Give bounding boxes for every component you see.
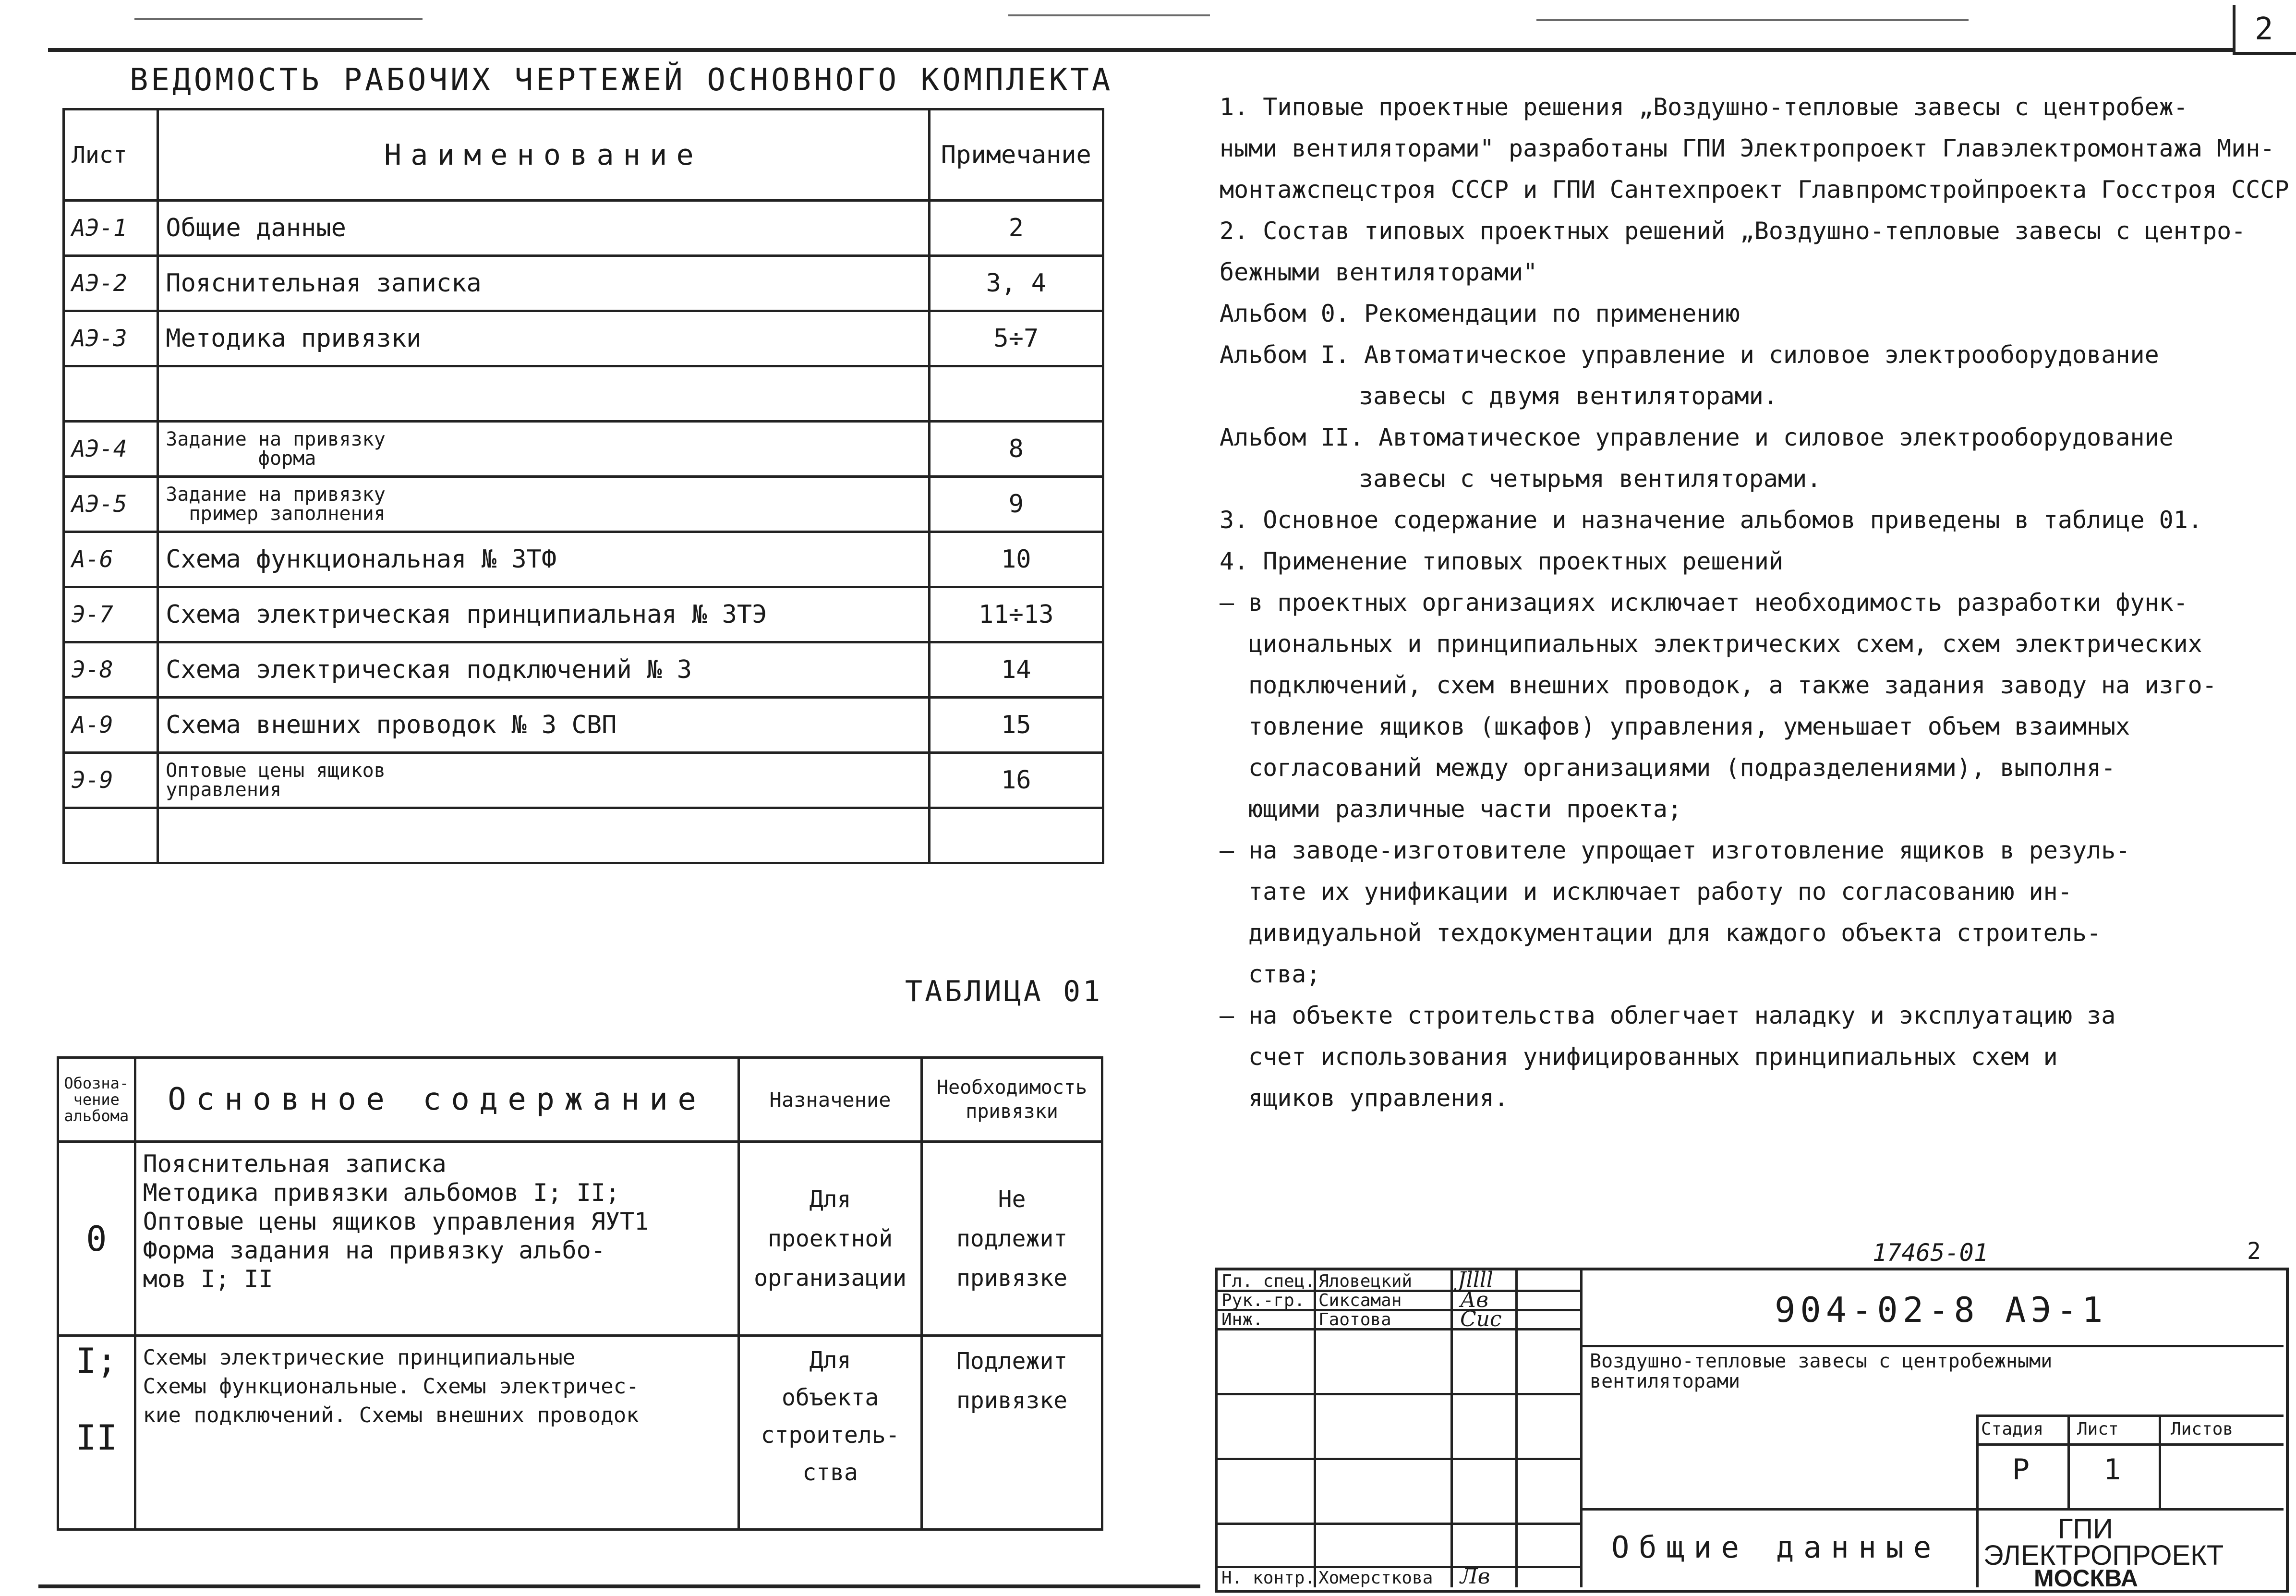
- row-note: 3, 4: [929, 256, 1103, 311]
- note-line: – на объекте строительства облегчает наладку и эксплуатацию за: [1220, 1002, 2116, 1029]
- table-header-row: [64, 109, 1103, 201]
- note-line: Альбом II. Автоматическое управление и силовое электрооборудование: [1220, 423, 2174, 451]
- table01-title: ТАБЛИЦА 01: [905, 975, 1103, 1008]
- person-name: Сиксаман: [1318, 1291, 1402, 1310]
- grid-line: [1218, 1393, 1583, 1395]
- org-city: МОСКВА: [2034, 1565, 2138, 1592]
- header-purpose: Назначение: [739, 1058, 922, 1142]
- sheet-number: 2: [2255, 12, 2273, 47]
- person-name: Яловецкий: [1318, 1271, 1413, 1291]
- table-row: [64, 753, 1103, 808]
- row-name: Общие данные: [158, 201, 929, 256]
- row-name: Оптовые цены ящиков управления: [158, 753, 929, 808]
- row-note: 11÷13: [929, 587, 1103, 642]
- note-line: монтажспецстроя СССР и ГПИ Сантехпроект Главпромстройпроекта Госстроя СССР: [1220, 176, 2289, 204]
- table-row: [64, 311, 1103, 366]
- grid-line: [2067, 1415, 2070, 1508]
- table-row: [64, 698, 1103, 753]
- row-note: 15: [929, 698, 1103, 753]
- sheet-label: Лист: [2077, 1419, 2119, 1439]
- person-name: Гаотова: [1318, 1310, 1391, 1330]
- note-line: 1. Типовые проектные решения „Воздушно-тепловые завесы с центробеж-: [1220, 93, 2188, 121]
- row-name: Схема функциональная № 3ТФ: [158, 532, 929, 587]
- albums-table: [57, 1056, 1103, 1531]
- row-binding: Не подлежит привязке: [922, 1142, 1102, 1336]
- sheets-label: Листов: [2171, 1419, 2234, 1439]
- note-line: ющими различные части проекта;: [1248, 795, 1682, 823]
- grid-line: [1218, 1523, 1583, 1525]
- note-line: Альбом I. Автоматическое управление и силовое электрооборудование: [1220, 341, 2159, 369]
- row-note: [929, 366, 1103, 422]
- scan-artifact: [134, 18, 423, 20]
- row-sheet: А-9: [64, 698, 158, 753]
- role-label: Н. контр.: [1221, 1568, 1316, 1588]
- grid-line: [1314, 1270, 1316, 1587]
- row-sheet: [64, 808, 158, 863]
- row-album: I; II: [58, 1336, 135, 1530]
- table-row: [58, 1142, 1102, 1336]
- table-row: [64, 366, 1103, 422]
- header-content: Основное содержание: [135, 1058, 739, 1142]
- row-name: Методика привязки: [158, 311, 929, 366]
- table-header-row: [58, 1058, 1102, 1142]
- note-line: тате их унификации и исключает работу по согласованию ин-: [1248, 878, 2072, 906]
- drawings-list-table: [62, 108, 1104, 864]
- project-title: Воздушно-тепловые завесы с центробежными вентиляторами: [1590, 1350, 2053, 1392]
- note-line: – на заводе-изготовителе упрощает изготовление ящиков в резуль-: [1220, 836, 2130, 864]
- row-note: 2: [929, 201, 1103, 256]
- row-sheet: А-6: [64, 532, 158, 587]
- list-title: ВЕДОМОСТЬ РАБОЧИХ ЧЕРТЕЖЕЙ ОСНОВНОГО КОМПЛЕКТА: [130, 62, 1113, 98]
- note-line: товление ящиков (шкафов) управления, уменьшает объем взаимных: [1248, 713, 2130, 740]
- row-binding: Подлежит привязке: [922, 1336, 1102, 1530]
- row-name: [158, 808, 929, 863]
- role-label: Рук.-гр.: [1221, 1291, 1305, 1310]
- row-sheet: Э-9: [64, 753, 158, 808]
- row-sheet: Э-8: [64, 642, 158, 698]
- row-note: 10: [929, 532, 1103, 587]
- note-line: Альбом 0. Рекомендации по применению: [1220, 300, 1740, 327]
- row-sheet: [64, 366, 158, 422]
- signature: Jllll: [1458, 1268, 1493, 1292]
- note-line: бежными вентиляторами": [1220, 258, 1538, 286]
- note-line: циональных и принципиальных электрических схем, схем электрических: [1248, 630, 2202, 658]
- note-line: завесы с двумя вентиляторами.: [1359, 382, 1778, 410]
- table-row: [64, 532, 1103, 587]
- table-row: [64, 808, 1103, 863]
- row-note: 16: [929, 753, 1103, 808]
- row-name: Пояснительная записка: [158, 256, 929, 311]
- corner-mark: 2: [2247, 1238, 2261, 1265]
- grid-line: [1580, 1270, 1583, 1587]
- signature: Ав: [1460, 1288, 1488, 1312]
- note-line: 2. Состав типовых проектных решений „Воздушно-тепловые завесы с центро-: [1220, 217, 2246, 245]
- table-row: [58, 1336, 1102, 1530]
- note-line: ными вентиляторами" разработаны ГПИ Электропроект Главэлектромонтажа Мин-: [1220, 134, 2275, 162]
- row-sheet: Э-7: [64, 587, 158, 642]
- header-album: Обозна- чение альбома: [58, 1058, 135, 1142]
- grid-line: [1450, 1270, 1453, 1587]
- grid-line: [1218, 1458, 1583, 1460]
- row-content: Пояснительная записка Методика привязки альбомов I; II; Оптовые цены ящиков управления ЯУТ1 Форма задания на привязку альбо- мов I; II: [135, 1142, 739, 1336]
- stage-value: Р: [2012, 1453, 2030, 1487]
- sheet-value: 1: [2103, 1453, 2121, 1487]
- grid-line: [2159, 1415, 2161, 1508]
- row-note: 5÷7: [929, 311, 1103, 366]
- note-line: 3. Основное содержание и назначение альбомов приведены в таблице 01.: [1220, 506, 2202, 534]
- grid-line: [1583, 1508, 2284, 1511]
- row-note: 8: [929, 422, 1103, 477]
- header-sheet: Лист: [64, 109, 158, 201]
- role-label: Гл. спец.: [1221, 1271, 1316, 1291]
- table-row: [64, 201, 1103, 256]
- row-album: 0: [58, 1142, 135, 1336]
- frame-top-line: [48, 48, 2233, 52]
- note-line: – в проектных организациях исключает необходимость разработки функ-: [1220, 589, 2188, 617]
- row-name: Схема электрическая принципиальная № 3ТЭ: [158, 587, 929, 642]
- row-name: Схема электрическая подключений № 3: [158, 642, 929, 698]
- row-note: 9: [929, 477, 1103, 532]
- scan-artifact: [1008, 14, 1210, 16]
- drawing-title: Общие данные: [1611, 1530, 1941, 1565]
- row-note: [929, 808, 1103, 863]
- row-sheet: АЭ-3: [64, 311, 158, 366]
- row-name: Задание на привязку форма: [158, 422, 929, 477]
- grid-line: [1976, 1443, 2284, 1446]
- org-name: ЭЛЕКТРОПРОЕКТ: [1983, 1540, 2224, 1571]
- table-row: [64, 477, 1103, 532]
- role-label: Инж.: [1221, 1310, 1263, 1330]
- row-sheet: АЭ-4: [64, 422, 158, 477]
- row-sheet: АЭ-1: [64, 201, 158, 256]
- row-purpose: Для проектной организации: [739, 1142, 922, 1336]
- note-line: 4. Применение типовых проектных решений: [1220, 547, 1783, 575]
- row-purpose: Для объекта строитель- ства: [739, 1336, 922, 1530]
- row-content: Схемы электрические принципиальные Схемы функциональные. Схемы электричес- кие подключений. Схемы внешних проводок: [135, 1336, 739, 1530]
- signature: Лв: [1460, 1564, 1490, 1589]
- row-name: Задание на привязку пример заполнения: [158, 477, 929, 532]
- header-name: Наименование: [158, 109, 929, 201]
- grid-line: [1583, 1345, 2284, 1347]
- signature: Сис: [1460, 1307, 1502, 1331]
- title-block: [1215, 1268, 2289, 1593]
- grid-line: [1976, 1415, 1979, 1587]
- table-row: [64, 642, 1103, 698]
- frame-bottom-line: [38, 1584, 1200, 1588]
- sheet-number-box: [2233, 5, 2296, 55]
- grid-line: [1515, 1270, 1518, 1587]
- note-line: подключений, схем внешних проводок, а также задания заводу на изго-: [1248, 671, 2217, 699]
- table-row: [64, 422, 1103, 477]
- document-designation: 904-02-8 АЭ-1: [1775, 1290, 2108, 1330]
- header-note: Примечание: [929, 109, 1103, 201]
- album-code: 17465-01: [1873, 1239, 1988, 1267]
- stage-label: Стадия: [1981, 1419, 2044, 1439]
- row-note: 14: [929, 642, 1103, 698]
- grid-line: [1218, 1328, 1583, 1330]
- header-binding: Необходимость привязки: [922, 1058, 1102, 1142]
- row-name: Схема внешних проводок № 3 СВП: [158, 698, 929, 753]
- table-row: [64, 587, 1103, 642]
- note-line: согласований между организациями (подразделениями), выполня-: [1248, 754, 2116, 782]
- note-line: завесы с четырьмя вентиляторами.: [1359, 465, 1822, 493]
- row-sheet: АЭ-2: [64, 256, 158, 311]
- note-line: ящиков управления.: [1248, 1084, 1509, 1112]
- grid-line: [1976, 1415, 2284, 1417]
- note-line: счет использования унифицированных принципиальных схем и: [1248, 1043, 2058, 1071]
- row-name: [158, 366, 929, 422]
- table-row: [64, 256, 1103, 311]
- scan-artifact: [1536, 19, 1969, 21]
- note-line: ства;: [1248, 960, 1321, 988]
- general-notes: [1220, 86, 2289, 1119]
- note-line: дивидуальной техдокументации для каждого объекта строитель-: [1248, 919, 2102, 947]
- row-sheet: АЭ-5: [64, 477, 158, 532]
- person-name: Хомерсткова: [1318, 1568, 1433, 1588]
- org-name: ГПИ: [2058, 1513, 2113, 1545]
